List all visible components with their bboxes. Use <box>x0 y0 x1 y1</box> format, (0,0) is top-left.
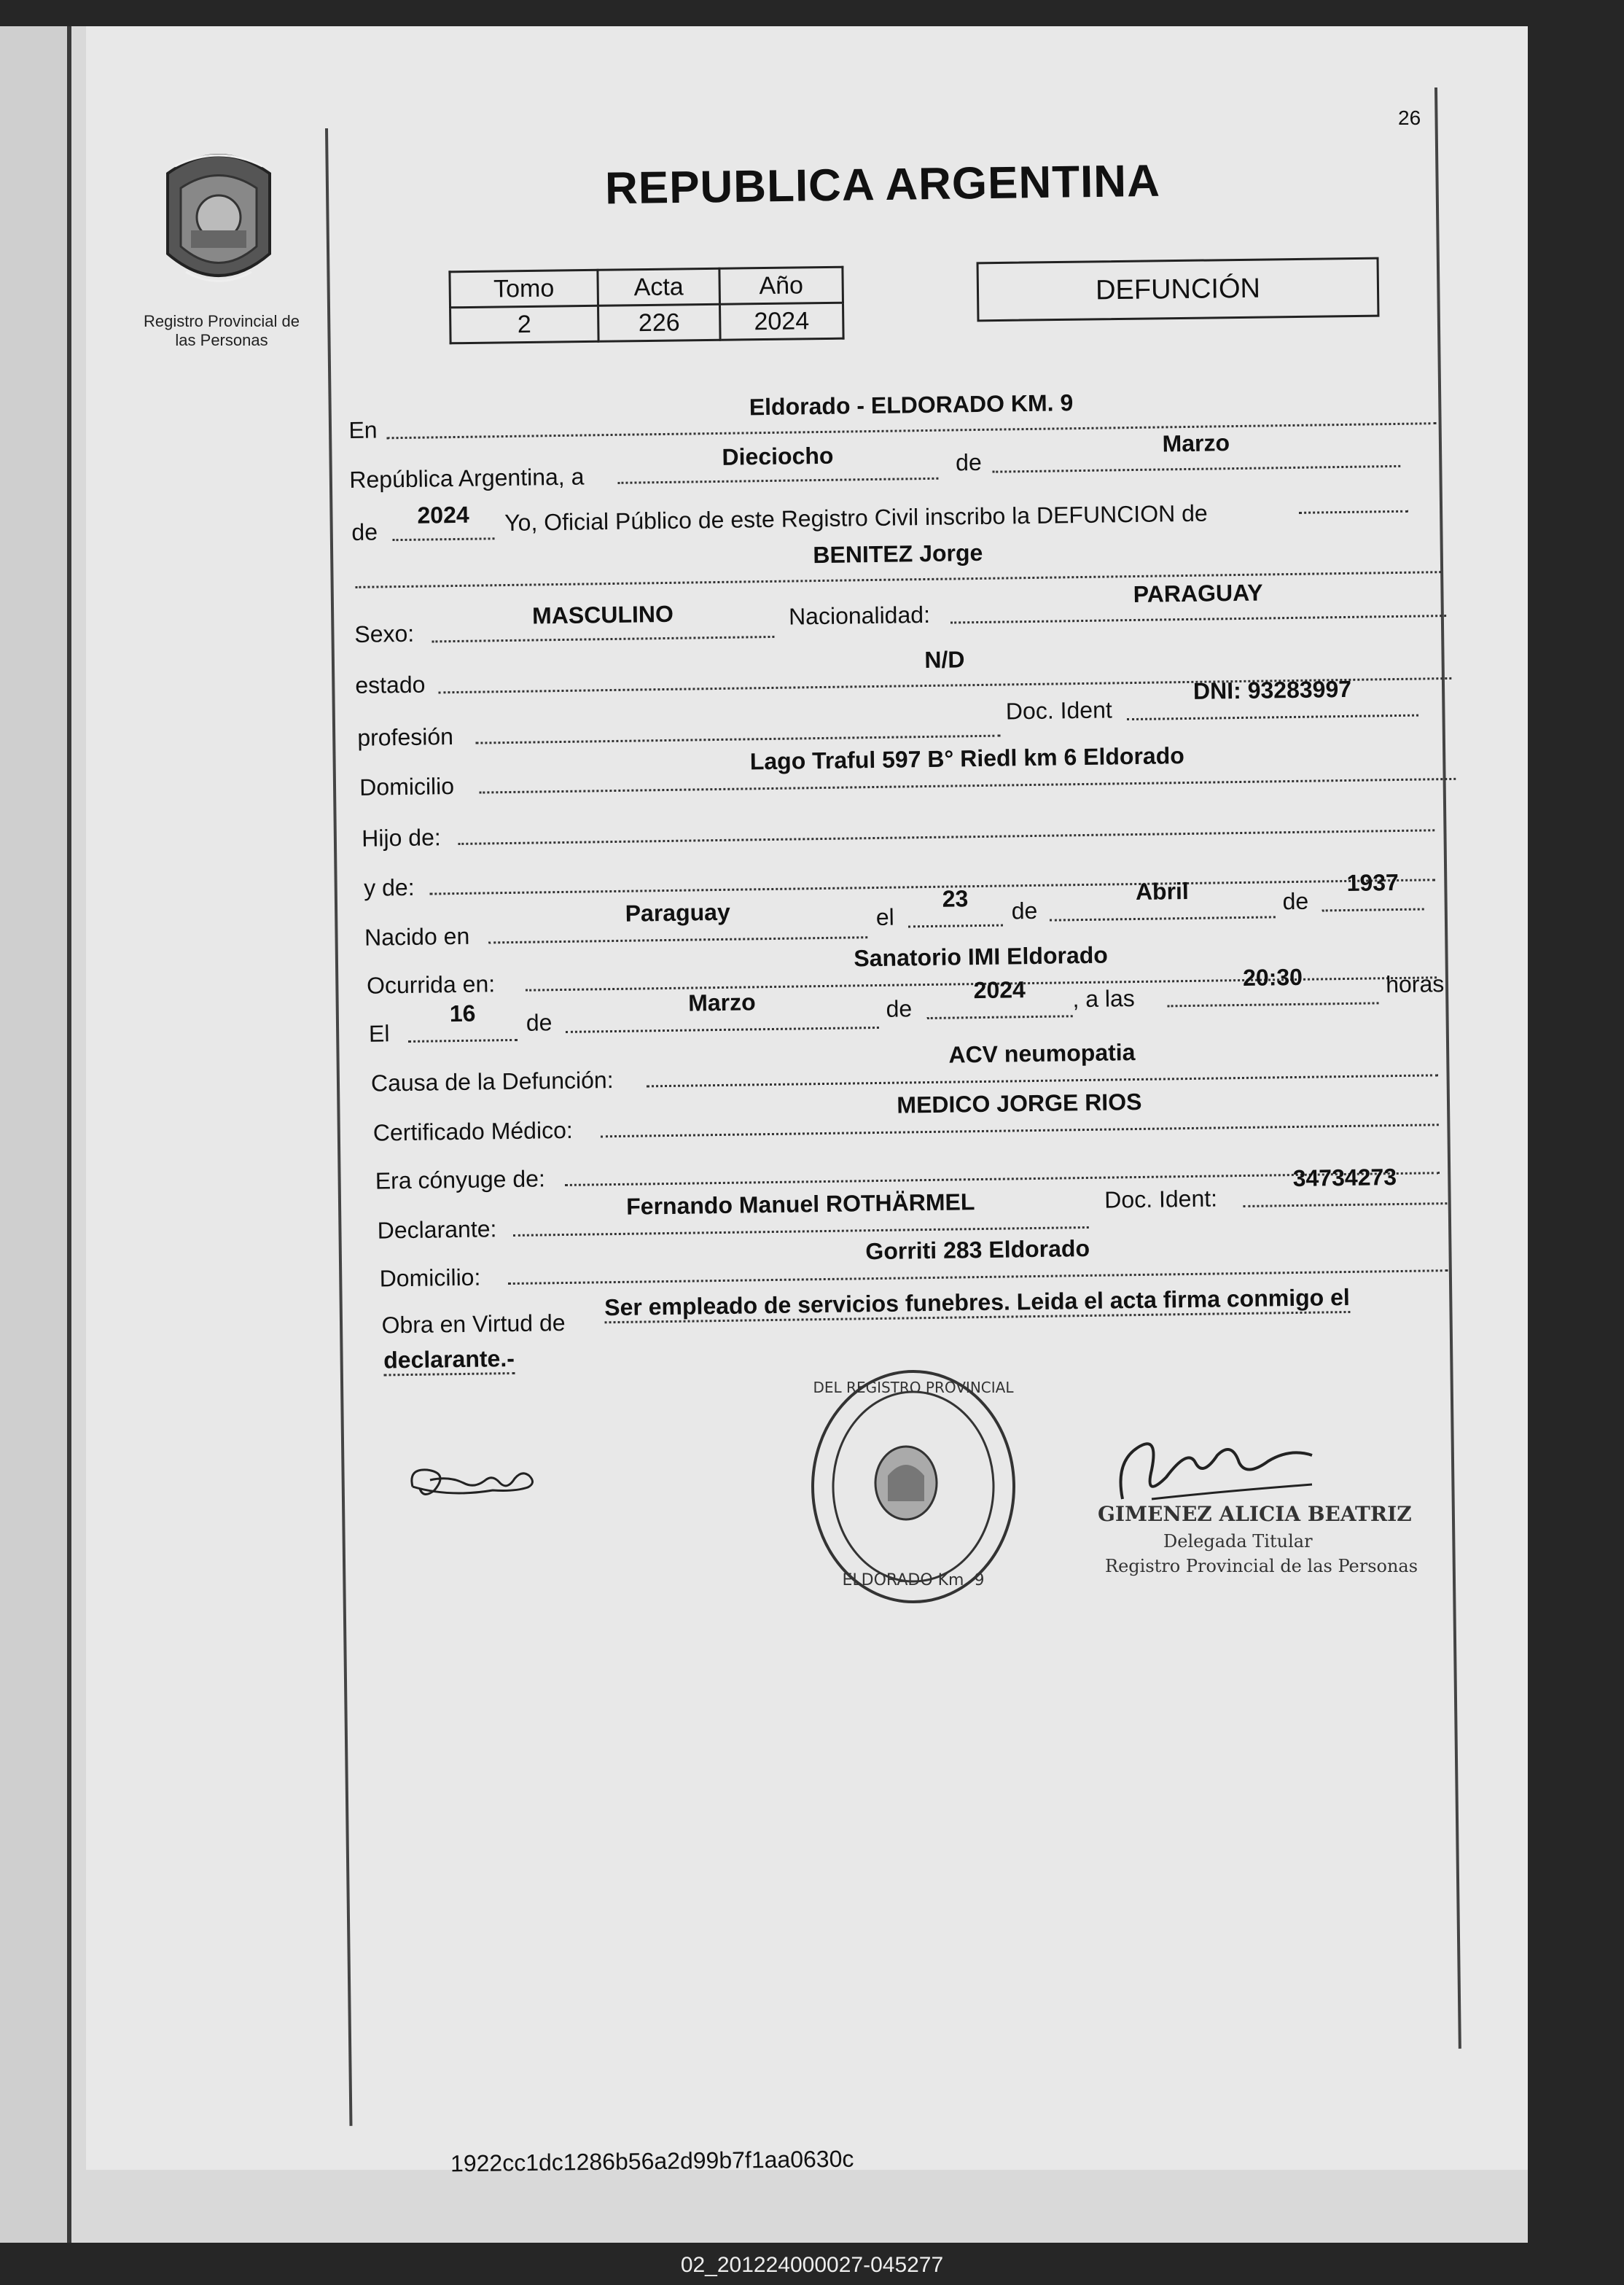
nacido-value: Paraguay <box>625 898 730 927</box>
nacido-label: Nacido en <box>364 922 470 951</box>
ano-header: Año <box>719 267 843 304</box>
nacionalidad-value: PARAGUAY <box>1133 579 1263 608</box>
sexo-value: MASCULINO <box>531 600 674 629</box>
acta-value: 226 <box>598 304 721 341</box>
obra-label: Obra en Virtud de <box>381 1309 566 1339</box>
hijo-de-label: Hijo de: <box>361 824 441 852</box>
deceased-name: BENITEZ Jorge <box>813 539 983 569</box>
death-time-value: 20:30 <box>1242 963 1303 991</box>
obra-value-line1: Ser empleado de servicios funebres. Leida el acta firma conmigo el <box>604 1284 1350 1323</box>
day-value: Dieciocho <box>722 442 834 470</box>
horas-label: horas <box>1385 970 1445 998</box>
document-hash: 1922cc1dc1286b56a2d99b7f1aa0630c <box>450 2145 854 2177</box>
official-org: Registro Provincial de las Personas <box>1105 1556 1418 1576</box>
official-signature-icon <box>1108 1419 1327 1514</box>
official-stamp-icon <box>808 1366 1019 1607</box>
causa-label: Causa de la Defunción: <box>370 1067 614 1097</box>
estado-label: estado <box>355 671 426 698</box>
domicilio-label: Domicilio <box>359 773 455 801</box>
de3-label: de <box>1011 897 1038 924</box>
en-value: Eldorado - ELDORADO KM. 9 <box>749 389 1074 421</box>
ocurrida-value: Sanatorio IMI Eldorado <box>854 941 1109 972</box>
death-month-value: Marzo <box>687 989 756 1016</box>
doc-ident-label: Doc. Ident <box>1005 696 1112 725</box>
en-label: En <box>348 416 378 444</box>
oficial-text: Yo, Oficial Público de este Registro Civil inscribo la DEFUNCION de <box>504 499 1208 537</box>
doc2-label: Doc. Ident: <box>1104 1185 1218 1213</box>
file-id: 02_201224000027-045277 <box>680 2253 944 2277</box>
ano-value: 2024 <box>719 303 843 340</box>
causa-value: ACV neumopatia <box>948 1039 1136 1068</box>
certificado-label: Certificado Médico: <box>372 1116 573 1146</box>
official-title: Delegada Titular <box>1163 1531 1313 1552</box>
year-value: 2024 <box>417 501 469 529</box>
de2-label: de <box>351 518 378 545</box>
birth-year-value: 1937 <box>1346 868 1399 896</box>
svg-text:DEL REGISTRO PROVINCIAL: DEL REGISTRO PROVINCIAL <box>813 1379 1014 1396</box>
obra-value-line2: declarante.- <box>383 1345 515 1377</box>
y-de-label: y de: <box>363 873 415 901</box>
tomo-header: Tomo <box>450 270 598 307</box>
birth-day-value: 23 <box>942 885 969 912</box>
de-label: de <box>955 448 982 476</box>
de5-label: de <box>526 1009 553 1036</box>
svg-text:ELDORADO Km. 9: ELDORADO Km. 9 <box>842 1571 985 1589</box>
el2-label: El <box>368 1020 390 1047</box>
month-value: Marzo <box>1162 429 1230 457</box>
republica-label: República Argentina, a <box>349 463 585 494</box>
declarante-value: Fernando Manuel ROTHÄRMEL <box>625 1188 975 1220</box>
tomo-value: 2 <box>450 305 599 343</box>
de6-label: de <box>886 995 913 1022</box>
doc2-value: 34734273 <box>1292 1164 1397 1192</box>
profesion-label: profesión <box>357 723 454 751</box>
profesion-line <box>475 710 1000 744</box>
hijo-de-line <box>458 804 1434 845</box>
declarante-label: Declarante: <box>377 1215 497 1244</box>
ocurrida-label: Ocurrida en: <box>366 970 496 999</box>
certificado-value: MEDICO JORGE RIOS <box>897 1088 1142 1118</box>
acta-header: Acta <box>598 268 720 305</box>
a-las-label: , a las <box>1072 985 1136 1013</box>
record-type: DEFUNCIÓN <box>1095 273 1261 305</box>
domicilio-value: Lago Traful 597 B° Riedl km 6 Eldorado <box>749 742 1185 775</box>
page-title: REPUBLICA ARGENTINA <box>604 155 1161 214</box>
registry-label-line1: Registro Provincial de <box>144 312 300 330</box>
nacionalidad-label: Nacionalidad: <box>788 601 931 630</box>
domicilio2-label: Domicilio: <box>379 1264 481 1292</box>
sexo-label: Sexo: <box>354 620 415 647</box>
death-year-value: 2024 <box>973 976 1026 1004</box>
registry-label-line2: las Personas <box>175 331 268 349</box>
page-number: 26 <box>1398 106 1421 129</box>
declarant-signature-icon <box>405 1454 544 1505</box>
oficial-line <box>1299 486 1409 514</box>
de4-label: de <box>1282 887 1309 915</box>
death-day-value: 16 <box>449 1000 476 1027</box>
official-name: GIMENEZ ALICIA BEATRIZ <box>1098 1502 1412 1526</box>
estado-value: N/D <box>924 646 965 674</box>
domicilio2-value: Gorriti 283 Eldorado <box>865 1234 1090 1265</box>
conyuge-label: Era cónyuge de: <box>375 1165 546 1194</box>
doc-ident-value: DNI: 93283997 <box>1192 675 1352 704</box>
birth-month-value: Abril <box>1135 877 1190 906</box>
el-label: el <box>875 903 894 930</box>
